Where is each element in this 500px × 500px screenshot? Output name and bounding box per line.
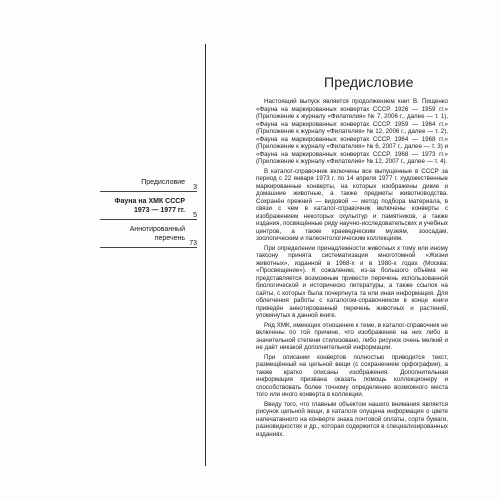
toc-entry-title: Предисловие xyxy=(141,179,185,186)
page-title: Предисловие xyxy=(324,74,414,90)
toc-entry xyxy=(100,197,197,220)
paragraph: Ввиду того, что главным объектом нашего внимания является рисунок цельной вещи, в каталоге опущена информация о цвете напечатанного на конверте знака почтовой оплаты, сорте бумаги, разновидностях и др., которая содержится в специализированных изданиях. xyxy=(256,400,448,438)
toc-rule xyxy=(100,219,197,220)
toc-entry-page: 5 xyxy=(193,212,197,219)
table-of-contents xyxy=(100,178,197,253)
toc-entry xyxy=(100,225,197,248)
toc-entry-title: Фауна на ХМК СССР 1973 — 1977 гг. xyxy=(114,198,185,214)
paragraph: При описании конвертов полностью приводится текст, размещённый на цельной вещи (с сохранением орфографии), а также кратко описаны изображения. Дополнительная информация призвана оказать помощь коллекционеру и способствовать более точному определению возможного места того или иного конверта в коллекции. xyxy=(256,353,448,398)
paragraph: Настоящий выпуск является продолжением книг В. Пищенко «Фауна на маркированных конвертах СССР. 1926 — 1959 гг.» (Приложение к журналу «Филателия» № 7, 2006 г., далее — т. 1), «Фауна на маркированных конвертах СССР. 1959 — 1964 гг.» (Приложение к журналу «Филателия» № 12, 2006 г., далее — т. 2), «Фауна на маркированных конвертах СССР. 1964 — 1968 гг.» (Приложение к журналу «Филателия» № 6, 2007 г., далее — т. 3) и «Фауна на маркированных конвертах СССР. 1968 — 1973 гг.» (Приложение к журналу «Филателия» № 12, 2007 г., далее — т. 4). xyxy=(256,98,448,165)
body-text xyxy=(256,98,448,440)
toc-entry-title: Аннотированный перечень xyxy=(129,226,185,242)
toc-rule xyxy=(100,191,197,192)
toc-rule xyxy=(100,247,197,248)
toc-entry xyxy=(100,178,197,192)
paragraph: В каталог-справочник включены все выпущенные в СССР за период с 22 января 1973 г. по 14 апреля 1977 г. художественные маркированные конверты, на которых изображены дикие и домашние животные, а также предметы животноводства. Сохранён прежний — видовой — метод подбора материала, в связи с чем в каталог-справочник включены конверты с изображением некоторых скульптур и памятников, а также издания, посвящённые ряду научно-исследовательских и учебных центров, а также краеведческим музеям, зоосадам, зоологическим и палеонтологическим коллекциям. xyxy=(256,167,448,242)
toc-entry-page: 3 xyxy=(193,184,197,191)
toc-entry-page: 73 xyxy=(189,240,197,247)
column-divider xyxy=(205,44,206,466)
paragraph: При определении принадлежности животных к тому или иному таксону принята систематизация многотомной «Жизни животных», изданной в 1968-х и в 1980-х годах (Москва: «Просвещение»). К сожалению, из-за большого объёма не представляется возможным привести перечень использованной биологической и историческо литературы, а также ссылок на сайты, с которых была почерпнута та или иная информация. Для облегчения работы с каталогом-справочником в конце книги приведён аннотированный перечень животных и растений, упомянутых в данной книге. xyxy=(256,244,448,319)
paragraph: Ряд ХМК, имеющих отношение к теме, в каталог-справочник не включены по той причине, что изображение на них либо в значительной степени стилизовано, либо рисунок очень мелкий и не даёт никакой дополнительной информации. xyxy=(256,321,448,351)
